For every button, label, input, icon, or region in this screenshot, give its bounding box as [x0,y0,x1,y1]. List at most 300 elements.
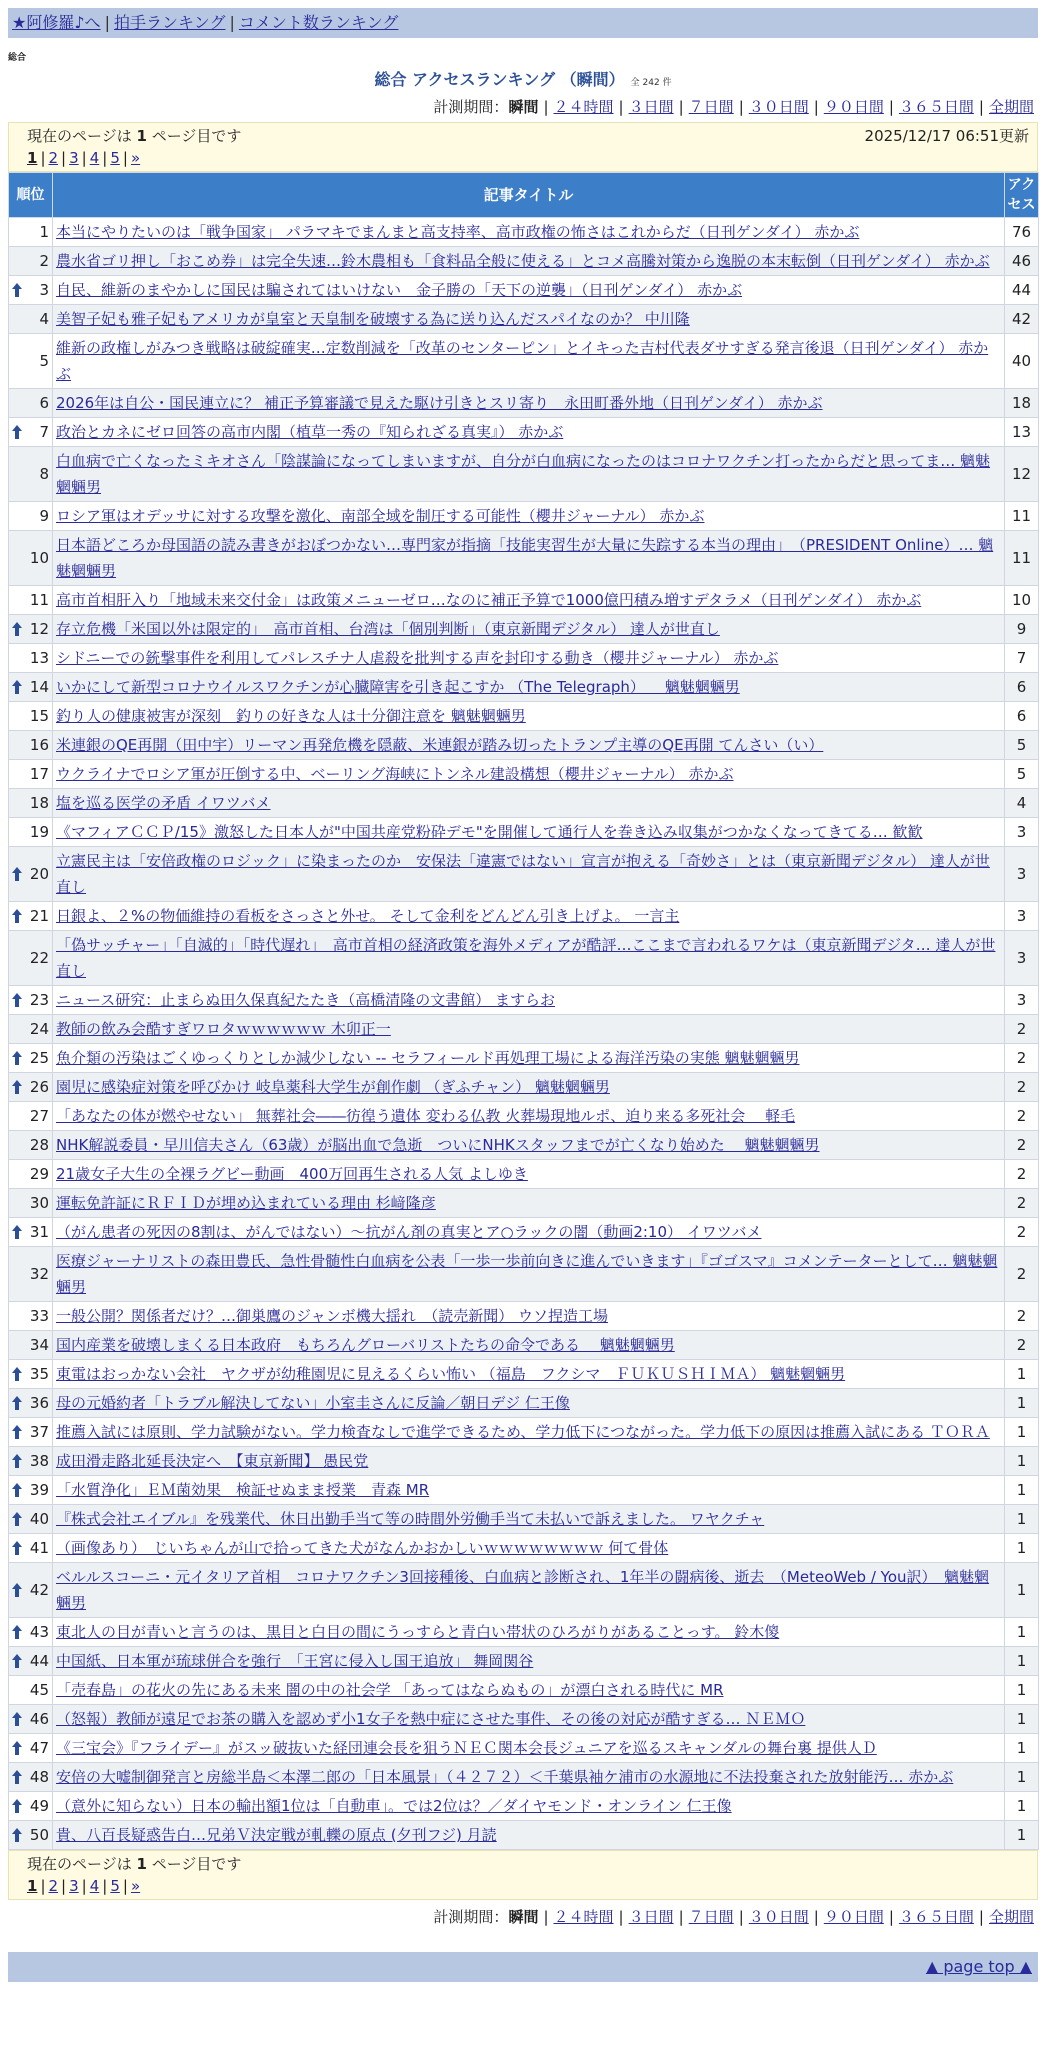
article-title-link[interactable]: 中国紙、日本軍が琉球併合を強行 「王宮に侵入し国王追放」 舞岡関谷 [56,1652,534,1670]
pagination-page-link[interactable]: 4 [89,1877,100,1895]
separator: | [81,149,87,167]
separator: | [678,1908,684,1926]
article-title-link[interactable]: 《三宝会》『フライデー』がスッ破抜いた経団連会長を狙うＮＥＣ関本会長ジュニアを巡るスキャンダルの舞台裏 提供人Ｄ [56,1739,877,1757]
access-count: 1 [1005,1618,1039,1647]
rank-cell [9,334,53,389]
rank-number: 18 [29,794,49,812]
period-option-link[interactable]: ３日間 [628,1908,674,1926]
table-row [9,1505,1039,1534]
period-option-link[interactable]: ３６５日間 [898,98,974,116]
table-row [9,1331,1039,1360]
access-count: 1 [1005,1476,1039,1505]
rank-number: 20 [29,865,49,883]
access-count: 1 [1005,1563,1039,1618]
rank-number: 33 [29,1307,49,1325]
access-count: 1 [1005,1389,1039,1418]
title-cell [53,1476,1005,1505]
column-header-rank: 順位 [9,173,53,218]
access-count: 3 [1005,931,1039,986]
pagination [27,1875,1031,1897]
column-header-access: アクセス [1005,173,1039,218]
title-cell [53,247,1005,276]
title-cell [53,847,1005,902]
rank-up-arrow-icon [12,680,22,694]
page-status-number: 1 [136,1855,147,1873]
title-cell [53,1647,1005,1676]
article-title-link[interactable]: 教師の飲み会酷すぎワロタｗｗｗｗｗｗ 木卯正一 [56,1020,391,1038]
rank-cell [9,1189,53,1218]
separator: | [543,1908,549,1926]
separator: | [122,1877,128,1895]
pagination-page-link[interactable]: 3 [69,149,79,167]
article-title-link[interactable]: 維新の政権しがみつき戦略は破綻確実…定数削減を「改革のセンターピン」とイキった吉村代表ダサすぎる発言後退（日刊ゲンダイ） 赤かぶ [56,339,989,383]
separator: | [81,1877,87,1895]
separator: | [122,149,128,167]
title-cell [53,615,1005,644]
rank-up-arrow-icon [12,1225,22,1239]
article-title-link[interactable]: 「水質浄化」ＥＭ菌効果 検証せぬまま授業 青森 MR [56,1481,430,1499]
rank-cell [9,1360,53,1389]
rank-number: 9 [39,507,49,525]
updated-timestamp: 2025/12/17 06:51更新 [864,127,1029,145]
title-cell [53,1360,1005,1389]
rank-number: 42 [29,1581,49,1599]
pagination-next-link[interactable]: » [130,149,141,167]
title-cell [53,1505,1005,1534]
rank-up-arrow-icon [12,909,22,923]
article-title-link[interactable]: （画像あり） じいちゃんが山で拾ってきた犬がなんかおかしいｗｗｗｗｗｗｗｗ 何て骨体 [56,1539,669,1557]
period-selector [0,96,1046,118]
separator: | [978,98,984,116]
separator: | [543,98,549,116]
access-count: 4 [1005,789,1039,818]
article-title-link[interactable]: 21歳女子大生の全裸ラグビー動画 400万回再生される人気 よしゆき [56,1165,528,1183]
rank-cell [9,1618,53,1647]
rank-cell [9,615,53,644]
rank-cell [9,1476,53,1505]
rank-number: 7 [39,423,49,441]
rank-number: 32 [29,1265,49,1283]
rank-cell [9,986,53,1015]
access-count: 2 [1005,1189,1039,1218]
title-cell [53,1247,1005,1302]
table-row [9,1102,1039,1131]
title-cell [53,931,1005,986]
rank-cell [9,702,53,731]
article-title-link[interactable]: 農水省ゴリ押し「おこめ券」は完全失速…鈴木農相も「食料品全般に使える」とコメ高騰対策から逸脱の本末転倒（日刊ゲンダイ） 赤かぶ [56,252,990,270]
comment-ranking-link[interactable]: コメント数ランキング [238,13,399,32]
pagination-page-link[interactable]: 5 [110,1877,120,1895]
rank-cell [9,1015,53,1044]
rank-cell [9,902,53,931]
table-row [9,847,1039,902]
rank-up-arrow-icon [12,867,22,881]
title-cell [53,1418,1005,1447]
rank-up-arrow-icon [12,1770,22,1784]
rank-number: 5 [39,352,49,370]
rank-cell [9,1534,53,1563]
title-cell [53,447,1005,502]
separator: | [813,98,819,116]
title-cell [53,1102,1005,1131]
pagination-page-link[interactable]: 3 [69,1877,79,1895]
rank-number: 23 [29,991,49,1009]
period-option-link[interactable]: ７日間 [688,1908,734,1926]
article-title-link[interactable]: 日銀よ、２%の物価維持の看板をさっさと外せ。 そして金利をどんどん引き上げよ。 一言主 [56,907,680,925]
table-row [9,1676,1039,1705]
article-title-link[interactable]: 政治とカネにゼロ回答の高市内閣（植草一秀の『知られざる真実』） 赤かぶ [56,423,564,441]
period-option-link[interactable]: ３６５日間 [898,1908,974,1926]
table-row [9,673,1039,702]
article-title-link[interactable]: 東北人の目が青いと言うのは、黒目と白目の間にうっすらと青白い帯状のひろがりがあることっす。 鈴木傻 [56,1623,780,1641]
rank-number: 19 [29,823,49,841]
article-title-link[interactable]: 立憲民主は「安倍政権のロジック」に染まったのか 安保法「違憲ではない」宣言が抱える「奇妙さ」とは（東京新聞デジタル） 達人が世直し [56,852,990,896]
access-count: 42 [1005,305,1039,334]
rank-cell [9,644,53,673]
rank-cell [9,731,53,760]
access-count: 5 [1005,731,1039,760]
access-count: 2 [1005,1331,1039,1360]
pagination-page-link[interactable]: 5 [110,149,120,167]
rank-up-arrow-icon [12,283,22,297]
table-row [9,789,1039,818]
separator: | [40,1877,46,1895]
access-count: 1 [1005,1676,1039,1705]
rank-cell [9,1705,53,1734]
rank-cell [9,1505,53,1534]
access-count: 12 [1005,447,1039,502]
access-count: 2 [1005,1302,1039,1331]
page-status-suffix: ページ目です [151,1855,242,1873]
title-cell [53,644,1005,673]
article-title-link[interactable]: （怒報）教師が遠足でお茶の購入を認めず小1女子を熱中症にさせた事件、その後の対応が酷すぎる… ＮＥＭＯ [56,1710,806,1728]
article-title-link[interactable]: 2026年は自公・国民連立に？ 補正予算審議で見えた駆け引きとスリ寄り 永田町番外地（日刊ゲンダイ） 赤かぶ [56,394,823,412]
rank-number: 37 [29,1423,49,1441]
access-count: 1 [1005,1447,1039,1476]
access-count: 44 [1005,276,1039,305]
page-status-number: 1 [136,127,147,145]
rank-number: 46 [29,1710,49,1728]
period-option-link[interactable]: ３０日間 [748,98,809,116]
rank-number: 48 [29,1768,49,1786]
title-cell [53,334,1005,389]
table-row [9,247,1039,276]
period-option-link[interactable]: 全期間 [988,1908,1034,1926]
article-title-link[interactable]: 「あなたの体が燃やせない」 無葬社会――彷徨う遺体 変わる仏教 火葬場現地ルポ、迫り来る多死社会 軽毛 [56,1107,796,1125]
access-count: 1 [1005,1534,1039,1563]
title-cell [53,1131,1005,1160]
pagination-current: 1 [27,1877,38,1895]
period-option-link[interactable]: ９０日間 [823,98,884,116]
article-title-link[interactable]: 存立危機「米国以外は限定的」 高市首相、台湾は「個別判断」（東京新聞デジタル） 達人が世直し [56,620,720,638]
page-top-link[interactable]: ▲ page top ▲ [925,1957,1032,1976]
table-row [9,1360,1039,1389]
rank-cell [9,276,53,305]
rank-cell [9,1821,53,1850]
access-count: 1 [1005,1505,1039,1534]
rank-cell [9,502,53,531]
title-cell [53,1015,1005,1044]
separator: | [61,149,67,167]
period-option-link[interactable]: ３日間 [628,98,674,116]
rank-number: 4 [39,310,49,328]
table-row [9,902,1039,931]
rank-cell [9,531,53,586]
article-title-link[interactable]: 一般公開？関係者だけ？…御巣鷹のジャンボ機大揺れ （読売新聞） ウソ捏造工場 [56,1307,608,1325]
title-cell [53,1821,1005,1850]
title-cell [53,902,1005,931]
article-title-link[interactable]: 推薦入試には原則、学力試験がない。学力検査なしで進学できるため、学力低下につながった。学力低下の原因は推薦入試にある ＴＯＲＡ [56,1423,990,1441]
pagination-page-link[interactable]: 2 [48,1877,59,1895]
rank-cell [9,247,53,276]
rank-cell [9,1102,53,1131]
rank-number: 25 [29,1049,49,1067]
access-count: 1 [1005,1763,1039,1792]
title-cell [53,1792,1005,1821]
rank-cell [9,1331,53,1360]
rank-number: 12 [29,620,49,638]
rank-cell [9,1073,53,1102]
table-row [9,502,1039,531]
title-cell [53,1073,1005,1102]
separator: | [678,98,684,116]
article-title-link[interactable]: 医療ジャーナリストの森田豊氏、急性骨髄性白血病を公表「一歩一歩前向きに進んでいきます」『ゴゴスマ』コメンテーターとして… 魑魅魍魎男 [56,1252,998,1296]
page-status-prefix: 現在のページは [27,1855,132,1873]
table-row [9,1302,1039,1331]
separator: | [738,1908,744,1926]
separator: | [102,149,108,167]
title-cell [53,1044,1005,1073]
ranking-body [9,218,1039,1850]
article-title-link[interactable]: ベルルスコーニ・元イタリア首相 コロナワクチン3回接種後、白血病と診断され、1年半の闘病後、逝去 （MeteoWeb / You訳） 魑魅魍魎男 [56,1568,990,1612]
period-option-link[interactable]: ７日間 [688,98,734,116]
title-cell [53,502,1005,531]
rank-number: 30 [29,1194,49,1212]
rank-up-arrow-icon [12,1454,22,1468]
access-count: 1 [1005,1792,1039,1821]
table-row [9,931,1039,986]
table-row [9,218,1039,247]
separator: | [888,1908,894,1926]
table-row [9,1189,1039,1218]
rank-cell [9,1447,53,1476]
period-option-link[interactable]: ３０日間 [748,1908,809,1926]
article-title-link[interactable]: ウクライナでロシア軍が圧倒する中、ベーリング海峡にトンネル建設構想（櫻井ジャーナル） 赤かぶ [56,765,734,783]
article-title-link[interactable]: 高市首相肝入り「地域未来交付金」は政策メニューゼロ…なのに補正予算で1000億円積み増すデタラメ（日刊ゲンダイ） 赤かぶ [56,591,922,609]
access-count: 2 [1005,1160,1039,1189]
rank-cell [9,818,53,847]
period-option-link[interactable]: ２４時間 [553,1908,614,1926]
category-label: 総合 [8,53,27,63]
rank-cell [9,418,53,447]
period-option-link[interactable]: ９０日間 [823,1908,884,1926]
rank-up-arrow-icon [12,993,22,1007]
article-title-link[interactable]: 運転免許証にＲＦＩＤが埋め込まれている理由 杉﨑隆彦 [56,1194,436,1212]
title-cell [53,986,1005,1015]
access-count: 6 [1005,702,1039,731]
rank-cell [9,673,53,702]
article-title-link[interactable]: 自民、維新のまやかしに国民は騙されてはいけない 金子勝の「天下の逆襲」（日刊ゲンダイ） 赤かぶ [56,281,743,299]
article-title-link[interactable]: 美智子妃も雅子妃もアメリカが皇室と天皇制を破壊する為に送り込んだスパイなのか？ 中川隆 [56,310,690,328]
access-count: 13 [1005,418,1039,447]
article-title-link[interactable]: 母の元婚約者「トラブル解決してない」小室圭さんに反論／朝日デジ 仁王像 [56,1394,570,1412]
table-row [9,644,1039,673]
rank-cell [9,1676,53,1705]
period-current: 瞬間 [508,98,539,116]
article-title-link[interactable]: シドニーでの銃撃事件を利用してパレスチナ人虐殺を批判する声を封印する動き（櫻井ジャーナル） 赤かぶ [56,649,779,667]
separator: | [888,98,894,116]
table-row [9,1705,1039,1734]
article-title-link[interactable]: 「売春島」の花火の先にある未来 闇の中の社会学 「あってはならぬもの」が漂白される時代に MR [56,1681,724,1699]
access-count: 76 [1005,218,1039,247]
article-title-link[interactable]: いかにして新型コロナウイルスワクチンが心臓障害を引き起こすか （The Telegraph） 魑魅魍魎男 [56,678,740,696]
article-title-link[interactable]: 日本語どころか母国語の読み書きがおぼつかない…専門家が指摘「技能実習生が大量に失踪する本当の理由」 （PRESIDENT Online）… 魑魅魍魎男 [56,536,994,580]
period-current: 瞬間 [508,1908,539,1926]
rank-number: 45 [29,1681,49,1699]
page-status [27,1853,1031,1875]
bottom-bar [8,1952,1038,1982]
title-cell [53,789,1005,818]
title-cell [53,218,1005,247]
asyura-home-link[interactable]: ★阿修羅♪へ [12,13,101,32]
article-title-link[interactable]: 米連銀のQE再開（田中宇）リーマン再発危機を隠蔽、米連銀が踏み切ったトランプ主導のQE再開 てんさい（い） [56,736,824,754]
table-header-row [9,173,1039,218]
table-row [9,1073,1039,1102]
article-title-link[interactable]: ロシア軍はオデッサに対する攻撃を激化、南部全域を制圧する可能性（櫻井ジャーナル） 赤かぶ [56,507,705,525]
article-title-link[interactable]: 白血病で亡くなったミキオさん「陰謀論になってしまいますが、自分が白血病になったのはコロナワクチン打ったからだと思ってま… 魑魅魍魎男 [56,452,991,496]
top-nav-bar [8,8,1038,38]
article-title-link[interactable]: 魚介類の汚染はごくゆっくりとしか減少しない -- セラフィールド再処理工場による海洋汚染の実態 魑魅魍魎男 [56,1049,800,1067]
article-title-link[interactable]: 園児に感染症対策を呼びかけ 岐阜薬科大学生が創作劇 （ぎふチャン） 魑魅魍魎男 [56,1078,610,1096]
title-cell [53,1160,1005,1189]
article-title-link[interactable]: NHK解説委員・早川信夫さん（63歳）が脳出血で急逝 ついにNHKスタッフまでが亡くなり始めた 魑魅魍魎男 [56,1136,820,1154]
table-row [9,586,1039,615]
rank-up-arrow-icon [12,1741,22,1755]
table-row [9,1044,1039,1073]
rank-cell [9,305,53,334]
article-title-link[interactable]: 塩を巡る医学の矛盾 イワツバメ [56,794,271,812]
rank-number: 43 [29,1623,49,1641]
pagination [27,147,1031,169]
title-cell [53,818,1005,847]
title-cell [53,389,1005,418]
table-row [9,615,1039,644]
article-title-link[interactable]: 貴、八百長疑惑告白…兄弟Ｖ決定戦が軋轢の原点 (夕刊フジ) 月読 [56,1826,497,1844]
title-cell [53,731,1005,760]
rank-up-arrow-icon [12,1828,22,1842]
table-row [9,731,1039,760]
table-row [9,1015,1039,1044]
rank-number: 41 [29,1539,49,1557]
rank-up-arrow-icon [12,622,22,636]
access-count: 18 [1005,389,1039,418]
access-count: 2 [1005,1247,1039,1302]
title-cell [53,1447,1005,1476]
title-cell [53,1734,1005,1763]
article-title-link[interactable]: 成田滑走路北延長決定へ 【東京新聞】 愚民党 [56,1452,369,1470]
rank-cell [9,447,53,502]
article-title-link[interactable]: （がん患者の死因の8割は、がんではない）～抗がん剤の真実とア○ラックの闇（動画2:10） イワツバメ [56,1223,762,1241]
table-row [9,1131,1039,1160]
table-row [9,389,1039,418]
title-cell [53,1705,1005,1734]
pagination-page-link[interactable]: 4 [89,149,100,167]
article-title-link[interactable]: 釣り人の健康被害が深刻 釣りの好きな人は十分御注意を 魑魅魍魎男 [56,707,526,725]
rank-cell [9,1160,53,1189]
access-count: 3 [1005,902,1039,931]
page-status-prefix: 現在のページは [27,127,132,145]
access-count: 5 [1005,760,1039,789]
rank-number: 47 [29,1739,49,1757]
title-cell [53,673,1005,702]
separator: | [104,13,110,32]
separator: | [618,1908,624,1926]
access-count: 11 [1005,502,1039,531]
period-option-link[interactable]: 全期間 [988,98,1034,116]
article-title-link[interactable]: 東電はおっかない会社 ヤクザが幼稚園児に見えるくらい怖い （福島 フクシマ ＦＵＫＵＳＨＩＭＡ） 魑魅魍魎男 [56,1365,846,1383]
rank-number: 21 [29,907,49,925]
rank-up-arrow-icon [12,1051,22,1065]
title-cell [53,1189,1005,1218]
title-cell [53,1218,1005,1247]
article-title-link[interactable]: （意外に知らない）日本の輸出額1位は「自動車」。では2位は？／ダイヤモンド・オンライン 仁王像 [56,1797,732,1815]
rank-number: 27 [29,1107,49,1125]
rank-number: 31 [29,1223,49,1241]
article-title-link[interactable]: 国内産業を破壊しまくる日本政府 もちろんグローバリストたちの命令である 魑魅魍魎男 [56,1336,675,1354]
total-count: 全 242 件 [630,78,672,88]
rank-cell [9,1647,53,1676]
rank-cell [9,1418,53,1447]
article-title-link[interactable]: 本当にやりたいのは「戦争国家」 パラマキでまんまと高支持率、高市政権の怖さはこれからだ（日刊ゲンダイ） 赤かぶ [56,223,860,241]
period-option-link[interactable]: ２４時間 [553,98,614,116]
rank-number: 22 [29,949,49,967]
pagination-current: 1 [27,149,38,167]
table-row [9,1734,1039,1763]
period-label: 計測期間： [433,1908,509,1926]
article-title-link[interactable]: 『株式会社エイブル』を残業代、休日出勤手当て等の時間外労働手当て未払いで訴えました。 ワヤクチャ [56,1510,765,1528]
rank-number: 3 [39,281,49,299]
access-count: 7 [1005,644,1039,673]
access-count: 6 [1005,673,1039,702]
title-cell [53,1389,1005,1418]
page-status-suffix: ページ目です [151,127,242,145]
pagination-page-link[interactable]: 2 [48,149,59,167]
table-row [9,447,1039,502]
article-title-link[interactable]: ニュース研究：止まらぬ田久保真紀たたき（高橋清隆の文書館） ますらお [56,991,556,1009]
access-count: 3 [1005,818,1039,847]
rank-number: 29 [29,1165,49,1183]
pagination-next-link[interactable]: » [130,1877,141,1895]
table-row [9,334,1039,389]
rank-number: 8 [39,465,49,483]
table-row [9,276,1039,305]
rank-cell [9,1131,53,1160]
rank-up-arrow-icon [12,1625,22,1639]
table-row [9,1647,1039,1676]
access-count: 2 [1005,1015,1039,1044]
article-title-link[interactable]: 「偽サッチャー」「自滅的」「時代遅れ」 高市首相の経済政策を海外メディアが酷評…ここまで言われるワケは（東京新聞デジタ… 達人が世直し [56,936,996,980]
pager-box-top [8,122,1038,172]
rank-number: 39 [29,1481,49,1499]
access-count: 2 [1005,1073,1039,1102]
article-title-link[interactable]: 《マフィアＣＣＰ/15》激怒した日本人が"中国共産党粉砕デモ"を開催して通行人を巻き込み収集がつかなくなってきてる… 歓歓 [56,823,923,841]
clap-ranking-link[interactable]: 拍手ランキング [113,13,226,32]
rank-cell [9,586,53,615]
rank-up-arrow-icon [12,1367,22,1381]
rank-number: 2 [39,252,49,270]
rank-number: 1 [39,223,49,241]
article-title-link[interactable]: 安倍の大嘘制御発言と房総半島＜本澤二郎の「日本風景」（４２７２）＜千葉県袖ケ浦市の水源地に不法投棄された放射能汚… 赤かぶ [56,1768,954,1786]
